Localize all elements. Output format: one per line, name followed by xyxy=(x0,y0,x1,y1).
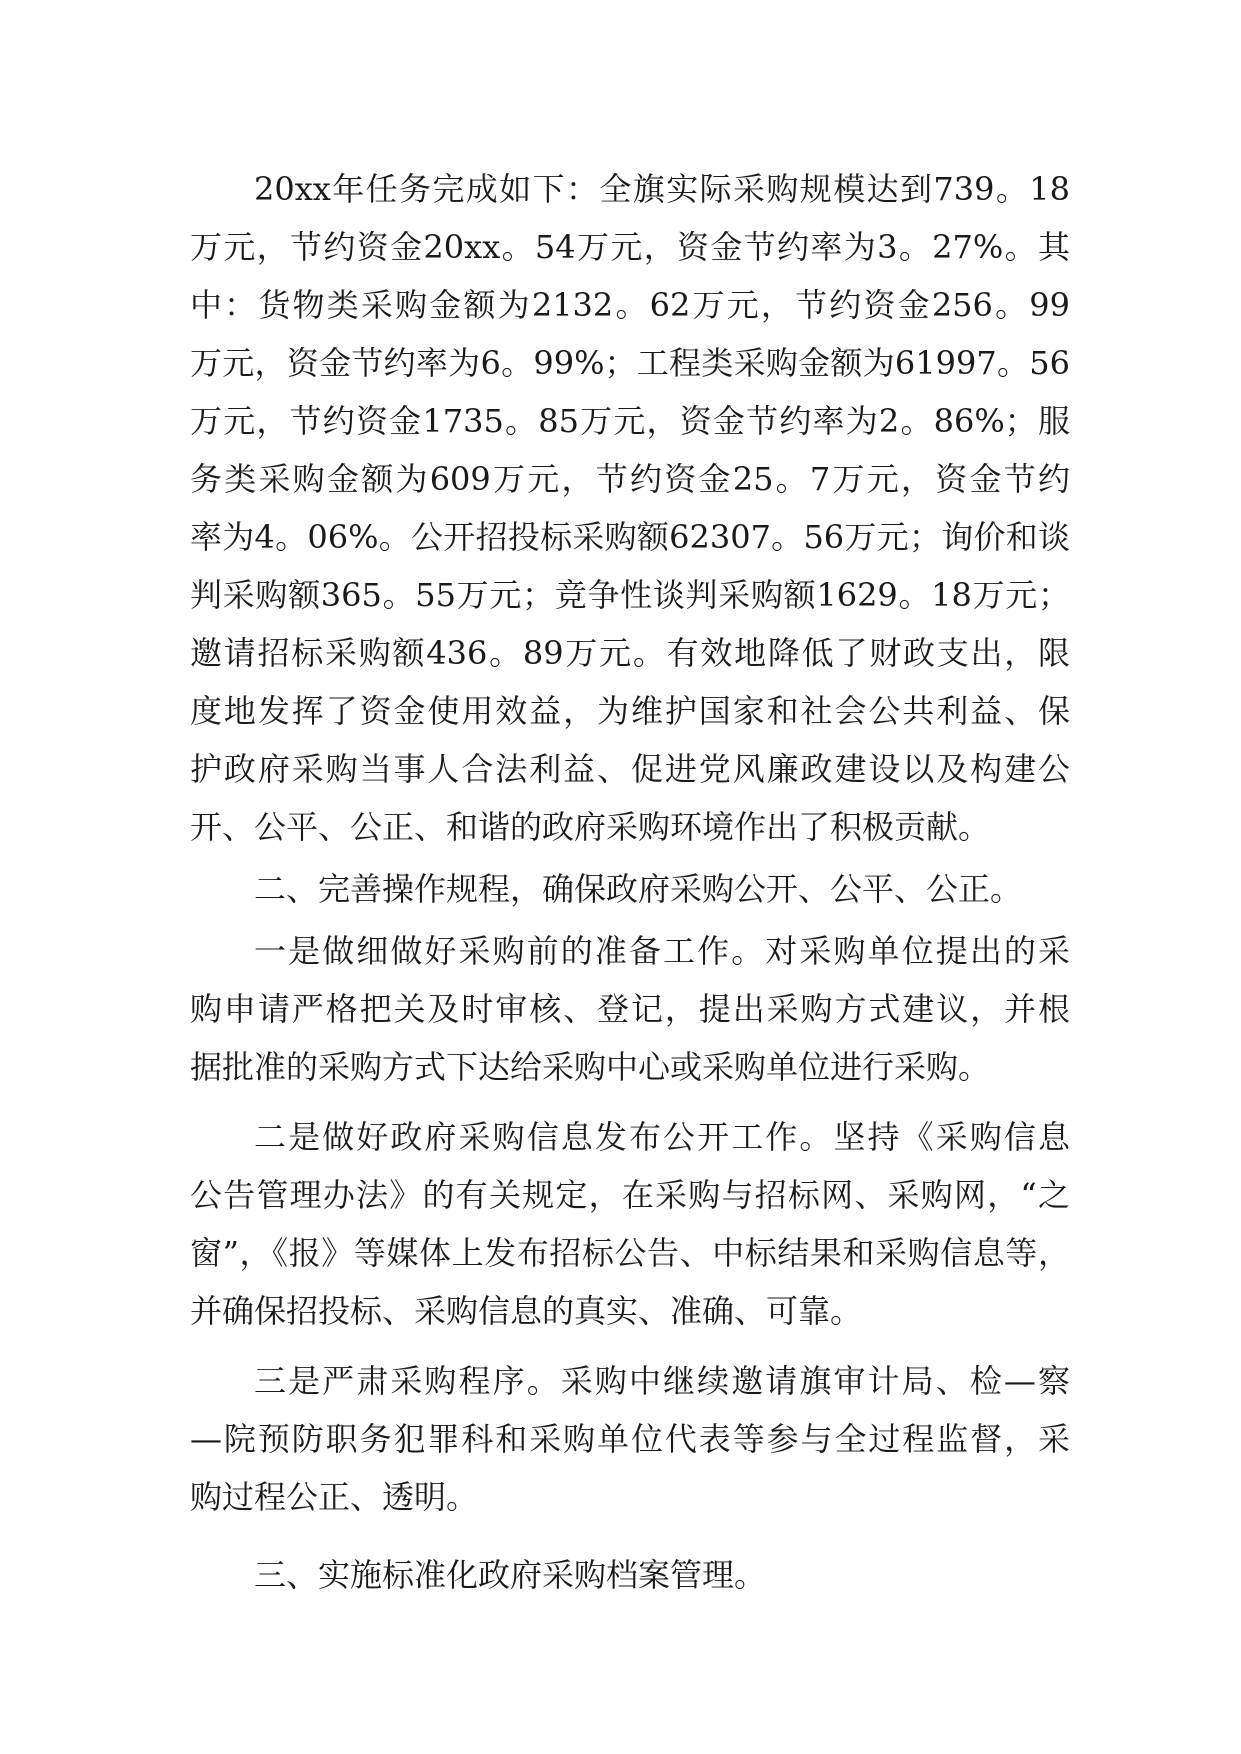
paragraph-line: 务类采购金额为609万元，节约资金25。7万元，资金节约 xyxy=(190,460,1070,498)
paragraph-line: 公告管理办法》的有关规定，在采购与招标网、采购网，“之 xyxy=(190,1176,1070,1214)
paragraph-item-2 xyxy=(190,1108,1070,1340)
paragraph-line: 20xx年任务完成如下：全旗实际采购规模达到739。18 xyxy=(254,170,1070,208)
paragraph-line: 据批准的采购方式下达给采购中心或采购单位进行采购。 xyxy=(190,1048,991,1086)
paragraph-line: 万元，资金节约率为6。99%；工程类采购金额为61997。56 xyxy=(190,344,1070,382)
paragraph-line: 万元，节约资金20xx。54万元，资金节约率为3。27%。其 xyxy=(190,228,1070,266)
paragraph-line: 开、公平、公正、和谐的政府采购环境作出了积极贡献。 xyxy=(190,808,991,846)
paragraph-line: 中：货物类采购金额为2132。62万元，节约资金256。99 xyxy=(190,286,1070,324)
body-text xyxy=(190,160,1070,1604)
paragraph-line: 一是做细做好采购前的准备工作。对采购单位提出的采 xyxy=(254,932,1070,970)
paragraph-line: 护政府采购当事人合法利益、促进党风廉政建设以及构建公 xyxy=(190,750,1070,788)
paragraph-line: 三是严肃采购程序。采购中继续邀请旗审计局、检—察 xyxy=(254,1362,1070,1400)
paragraph-line: 购过程公正、透明。 xyxy=(190,1478,479,1516)
section-heading-line: 三、实施标准化政府采购档案管理。 xyxy=(254,1556,767,1594)
section-heading-line: 二、完善操作规程，确保政府采购公开、公平、公正。 xyxy=(254,870,1023,908)
paragraph-item-3 xyxy=(190,1352,1070,1526)
paragraph-line: 度地发挥了资金使用效益，为维护国家和社会公共利益、保 xyxy=(190,692,1070,730)
paragraph-line: 二是做好政府采购信息发布公开工作。坚持《采购信息 xyxy=(254,1118,1070,1156)
section-heading-2 xyxy=(190,860,1070,918)
paragraph-line: 率为4。06%。公开招投标采购额62307。56万元；询价和谈 xyxy=(190,518,1070,556)
paragraph-line: —院预防职务犯罪科和采购单位代表等参与全过程监督，采 xyxy=(190,1420,1070,1458)
paragraph-line: 窗”，《报》等媒体上发布招标公告、中标结果和采购信息等， xyxy=(190,1234,1070,1272)
section-heading-3 xyxy=(190,1546,1070,1604)
paragraph-line: 并确保招投标、采购信息的真实、准确、可靠。 xyxy=(190,1292,863,1330)
paragraph-line: 购申请严格把关及时审核、登记，提出采购方式建议，并根 xyxy=(190,990,1070,1028)
paragraph-line: 万元，节约资金1735。85万元，资金节约率为2。86%；服 xyxy=(190,402,1070,440)
paragraph-summary xyxy=(190,160,1070,856)
paragraph-line: 邀请招标采购额436。89万元。有效地降低了财政支出，限 xyxy=(190,634,1070,672)
paragraph-line: 判采购额365。55万元；竞争性谈判采购额1629。18万元； xyxy=(190,576,1070,614)
paragraph-item-1 xyxy=(190,922,1070,1096)
